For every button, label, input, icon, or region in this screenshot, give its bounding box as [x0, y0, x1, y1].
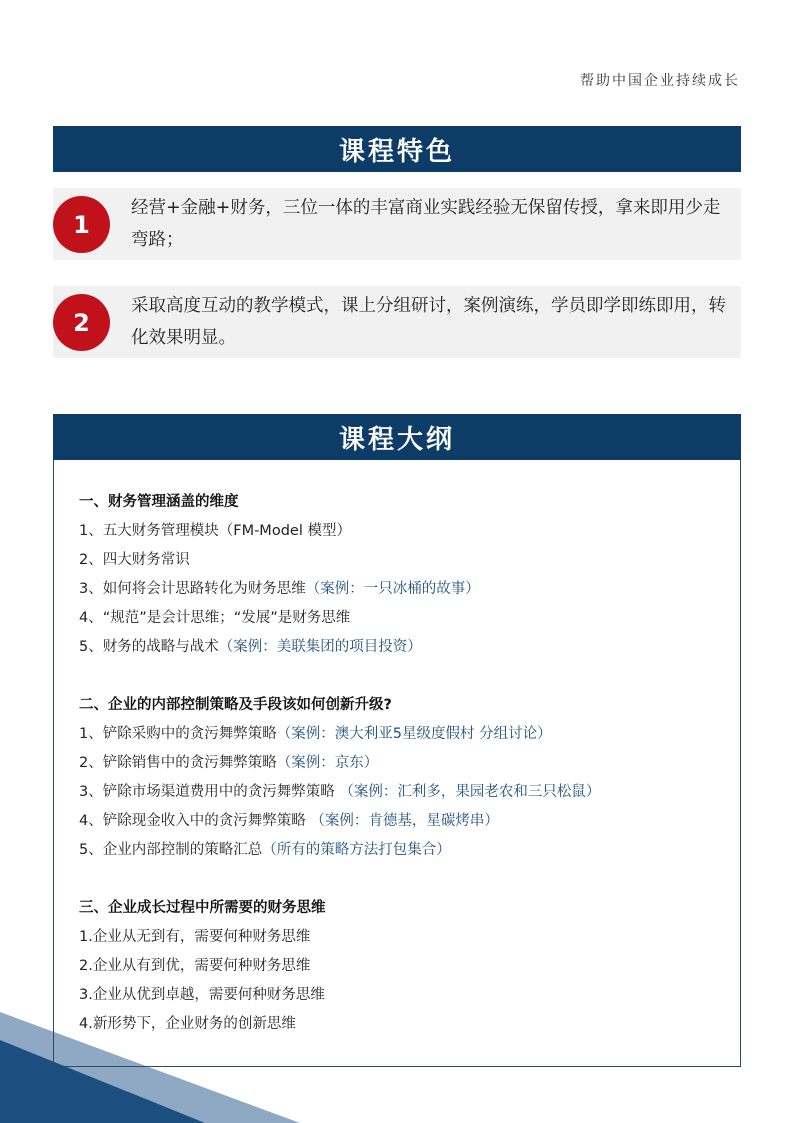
- item-note: （案例：京东）: [276, 755, 379, 771]
- outline-item: [79, 546, 729, 575]
- outline-item: [79, 604, 729, 633]
- item-text: 5、企业内部控制的策略汇总: [79, 842, 263, 858]
- outline-item: [79, 807, 729, 836]
- outline-item: [79, 952, 729, 981]
- item-text: 4、“规范”是会计思维；“发展”是财务思维: [79, 610, 351, 626]
- outline-item: [79, 836, 729, 865]
- item-text: 2、四大财务常识: [79, 552, 190, 568]
- outline-item: [79, 981, 729, 1010]
- outline-item: [79, 923, 729, 952]
- item-note: （案例：汇利多，果园老农和三只松鼠）: [334, 784, 601, 800]
- item-text: 4、铲除现金收入中的贪污舞弊策略: [79, 813, 306, 829]
- outline-section-heading: 一、财务管理涵盖的维度: [79, 494, 239, 510]
- item-note: （案例：美联集团的项目投资）: [218, 639, 422, 655]
- item-text: 3、如何将会计思路转化为财务思维: [79, 581, 306, 597]
- item-note: （案例：肯德基，星碳烤串）: [305, 813, 499, 829]
- item-text: 5、财务的战略与战术: [79, 639, 219, 655]
- item-note: （案例：一只冰桶的故事）: [305, 581, 480, 597]
- features-title-bar: 课程特色: [53, 126, 741, 172]
- outline-item: [79, 749, 729, 778]
- outline-item: [79, 575, 729, 604]
- outline-item: [79, 517, 729, 546]
- section-spacer: [79, 865, 729, 894]
- item-text: 1.企业从无到有，需要何种财务思维: [79, 929, 311, 945]
- outline-item: [79, 720, 729, 749]
- item-text: 3、铲除市场渠道费用中的贪污舞弊策略: [79, 784, 335, 800]
- item-text: 1、铲除采购中的贪污舞弊策略: [79, 726, 277, 742]
- section-spacer: [79, 662, 729, 691]
- item-text: 3.企业从优到卓越，需要何种财务思维: [79, 987, 325, 1003]
- header-tagline: 帮助中国企业持续成长: [580, 73, 740, 89]
- outline-item: [79, 633, 729, 662]
- feature-item-2: [53, 286, 741, 358]
- outline-section-heading: 二、企业的内部控制策略及手段该如何创新升级?: [79, 697, 392, 713]
- item-text: 1、五大财务管理模块（FM-Model 模型）: [79, 523, 351, 539]
- item-note: （所有的策略方法打包集合）: [262, 842, 451, 858]
- outline-item: [79, 778, 729, 807]
- feature-item-1: [53, 188, 741, 260]
- feature-text: 经营+金融+财务，三位一体的丰富商业实践经验无保留传授，拿来即用少走弯路；: [131, 198, 721, 250]
- item-text: 2.企业从有到优，需要何种财务思维: [79, 958, 311, 974]
- item-text: 4.新形势下，企业财务的创新思维: [79, 1016, 296, 1032]
- item-note: （案例：澳大利亚5星级度假村 分组讨论）: [276, 726, 552, 742]
- outline-content: [79, 488, 729, 1039]
- number-badge: 2: [53, 294, 110, 351]
- feature-text: 采取高度互动的教学模式，课上分组研讨，案例演练，学员即学即练即用，转化效果明显。: [131, 296, 726, 348]
- outline-section-heading: 三、企业成长过程中所需要的财务思维: [79, 900, 326, 916]
- outline-title-bar: 课程大纲: [53, 414, 741, 460]
- outline-item: [79, 1010, 729, 1039]
- number-badge: 1: [53, 196, 110, 253]
- item-text: 2、铲除销售中的贪污舞弊策略: [79, 755, 277, 771]
